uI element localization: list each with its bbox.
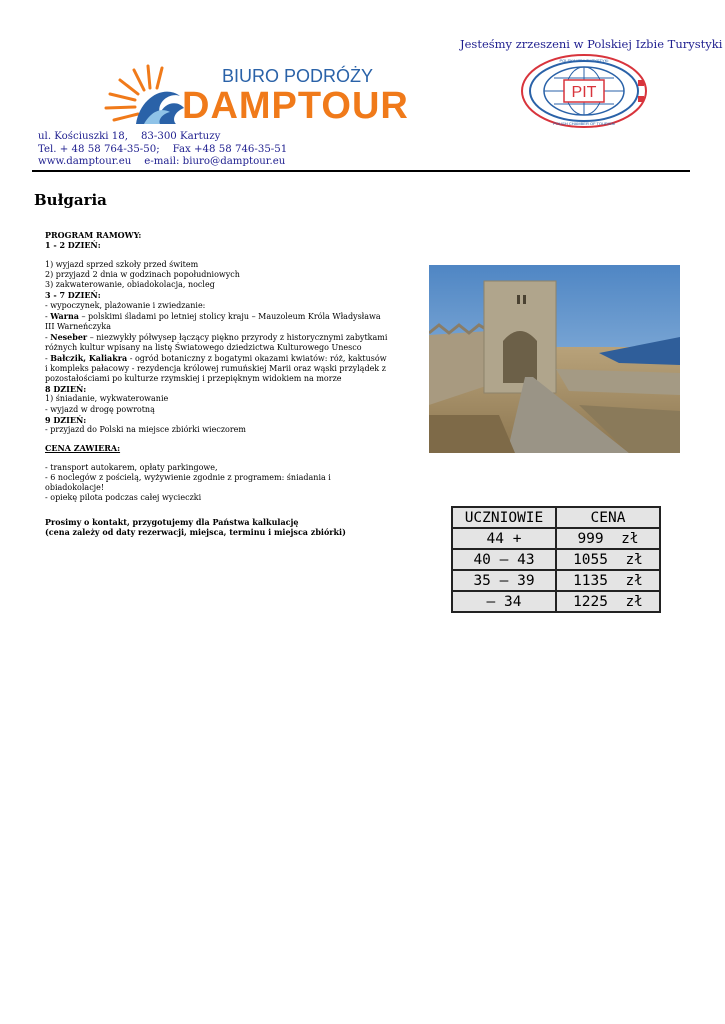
table-header-row xyxy=(452,507,660,528)
damptour-logo xyxy=(100,62,420,128)
header-divider xyxy=(32,170,690,172)
program-heading: PROGRAM RAMOWY: xyxy=(45,230,142,240)
place-name: Neseber xyxy=(50,331,88,342)
includes-heading: CENA ZAWIERA: xyxy=(45,442,121,453)
day-8-heading: 8 DZIEŃ: xyxy=(45,384,87,395)
list-item-warna: - Warna – polskimi śladami po letniej stolicy kraju – Mauzoleum Króla Władysława III Warneńczyka xyxy=(45,310,381,331)
price-cell: 1135 zł xyxy=(556,570,660,591)
list-item: - transport autokarem, opłaty parkingowe, xyxy=(45,462,218,472)
list-item: 1) śniadanie, wykwaterowanie xyxy=(45,394,169,404)
day-9-heading: 9 DZIEŃ: xyxy=(45,414,87,425)
list-item: - wyjazd w drogę powrotną xyxy=(45,404,155,414)
table-row xyxy=(452,570,660,591)
logo-text-main: DAMPTOUR xyxy=(182,85,409,127)
contact-note xyxy=(45,517,346,537)
table-row xyxy=(452,549,660,570)
logo-text-top: BIURO PODRÓŻY xyxy=(222,66,374,86)
price-table xyxy=(451,506,661,613)
price-cell: 1225 zł xyxy=(556,591,660,612)
column-header-price: CENA xyxy=(556,507,660,528)
page-title: Bułgaria xyxy=(34,191,107,209)
contact-note-line1: Prosimy o kontakt, przygotujemy dla Państwa kalkulację xyxy=(45,517,299,527)
program-section xyxy=(45,230,390,503)
price-cell: 999 zł xyxy=(556,528,660,549)
list-item-neseber: - Neseber – niezwykły półwysep łączący piękno przyrody z historycznymi zabytkami różnych kultur wpisany na listę Światowego dziedzictwa Kulturowego Unesco xyxy=(45,331,388,352)
day-1-2-heading: 1 - 2 DZIEŃ: xyxy=(45,240,101,251)
web-email-line[interactable]: www.damptour.eu e-mail: biuro@damptour.eu xyxy=(38,156,286,167)
table-row xyxy=(452,528,660,549)
list-item: 3) zakwaterowanie, obiadokolacja, nocleg xyxy=(45,280,215,290)
phone-line: Tel. + 48 58 764-35-50; Fax +48 58 746-35-51 xyxy=(38,143,288,155)
membership-tagline: Jesteśmy zrzeszeni w Polskiej Izbie Turystyki xyxy=(460,37,723,51)
day-3-7-heading: 3 - 7 DZIEŃ: xyxy=(45,290,101,301)
contact-note-line2: (cena zależy od daty rezerwacji, miejsca, terminu i miejsca zbiórki) xyxy=(45,527,346,538)
pit-logo-text: PIT xyxy=(571,84,597,101)
list-item: 2) przyjazd 2 dnia w godzinach popołudniowych xyxy=(45,270,240,280)
fortress-gate-photo xyxy=(429,265,680,453)
table-row xyxy=(452,591,660,612)
column-header-students: UCZNIOWIE xyxy=(452,507,556,528)
list-item: - opiekę pilota podczas całej wycieczki xyxy=(45,493,202,503)
students-cell: – 34 xyxy=(452,591,556,612)
list-item: 1) wyjazd sprzed szkoły przed świtem xyxy=(45,260,199,270)
students-cell: 44 + xyxy=(452,528,556,549)
contact-block xyxy=(38,131,287,169)
address-line: ul. Kościuszki 18, 83-300 Kartuzy xyxy=(38,131,221,142)
pit-logo xyxy=(518,52,650,130)
pit-ring-bottom-text: POLISH CHAMBER OF TOURISM xyxy=(553,121,615,126)
list-item-balchik: - Bałczik, Kaliakra - ogród botaniczny z bogatymi okazami kwiatów: róż, kaktusów i kompleks pałacowy - rezydencja królowej rumuńskiej Marii oraz wąski przylądek z pozostałościami po kulturze rzymskiej i przepięknym widokiem na morze xyxy=(45,353,387,384)
place-name: Warna xyxy=(50,310,79,321)
list-item: - wypoczynek, plażowanie i zwiedzanie: xyxy=(45,300,206,310)
price-cell: 1055 zł xyxy=(556,549,660,570)
students-cell: 35 – 39 xyxy=(452,570,556,591)
place-name: Bałczik, Kaliakra xyxy=(50,353,128,364)
list-item: - przyjazd do Polski na miejsce zbiórki wieczorem xyxy=(45,424,246,434)
list-item: - 6 noclegów z pościelą, wyżywienie zgodnie z programem: śniadania i obiadokolacje! xyxy=(45,472,331,493)
students-cell: 40 – 43 xyxy=(452,549,556,570)
pit-ring-top-text: POLSKA IZBA TURYSTYKI xyxy=(559,58,609,63)
